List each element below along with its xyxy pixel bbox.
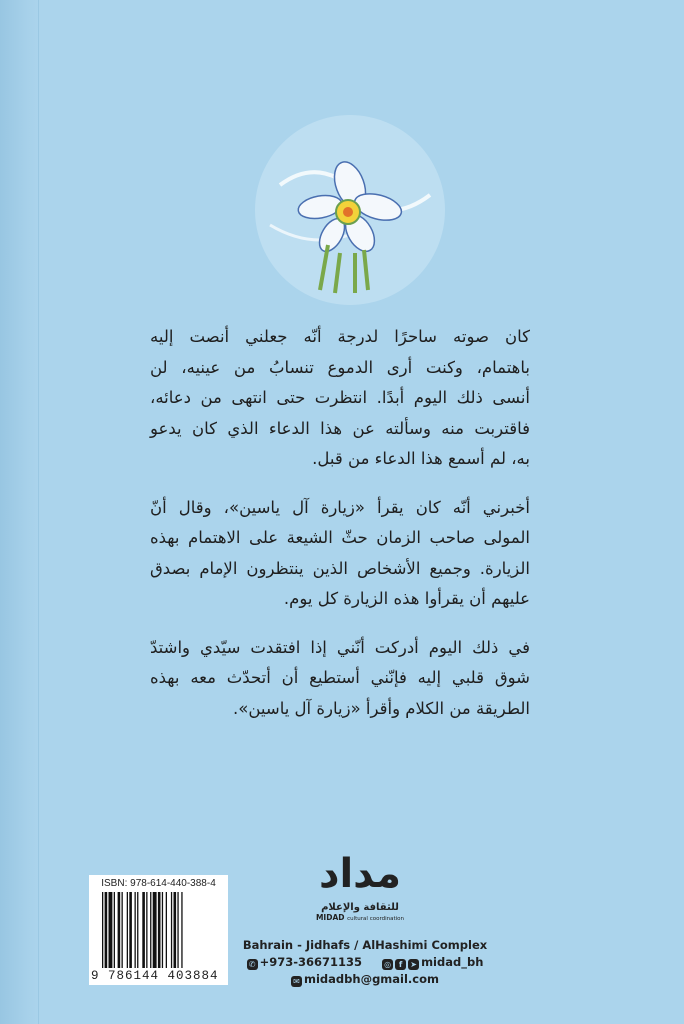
instagram-icon: ◎	[382, 959, 393, 970]
text-line: فاقتربت منه وسألته عن هذا الدعاء الذي كان يدعو	[150, 418, 530, 438]
email: midadbh@gmail.com	[304, 972, 439, 986]
social-handle: midad_bh	[421, 955, 484, 969]
paragraph-2	[150, 493, 530, 615]
text-line: أخبرني أنّه كان يقرأ «زيارة آل ياسين»، وقال أنّ	[150, 497, 530, 517]
publisher-name: MIDAD	[315, 913, 345, 922]
barcode-bar	[146, 892, 147, 968]
barcode-bars	[102, 892, 222, 968]
publisher-arabic-tagline: للثقافة والإعلام	[321, 902, 399, 913]
publisher-logo	[300, 848, 420, 943]
barcode-bar	[153, 892, 157, 968]
barcode-bar	[137, 892, 138, 968]
paragraph-3	[150, 633, 530, 725]
telegram-icon: ➤	[408, 959, 419, 970]
phone-social-row	[240, 954, 490, 971]
barcode-bar	[127, 892, 128, 968]
text-line: الزيارة. وجميع الأشخاص الذين ينتظرون الإمام بصدق	[150, 558, 530, 578]
isbn-label: ISBN: 978-614-440-388-4	[101, 878, 216, 889]
midad-logo-mark: مداد	[318, 851, 402, 897]
barcode-digits: 9 786144 403884	[91, 969, 219, 983]
address: Bahrain - Jidhafs / AlHashimi Complex	[242, 938, 488, 952]
barcode-bar	[166, 892, 167, 968]
isbn-barcode	[89, 875, 228, 985]
spine-fold-line	[38, 0, 39, 1024]
text-line: أنسى ذلك اليوم أبدًا. انتظرت حتى انتهى من دعائه،	[150, 388, 530, 407]
barcode-bar	[122, 892, 123, 968]
barcode-bar	[105, 892, 108, 968]
barcode-bar	[135, 892, 136, 968]
barcode-bar	[102, 892, 103, 968]
barcode-bar	[177, 892, 178, 968]
text-line: في ذلك اليوم أدركت أنّني إذا افتقدت سيّدي واشتدّ	[150, 637, 530, 657]
text-line: شوق قلبي إليه فإنّني أستطيع أن أتحدّث معه بهذه	[150, 668, 530, 687]
mail-icon: ✉	[291, 976, 302, 987]
email-row	[240, 971, 490, 988]
text-line: عليهم أن يقرأوا هذه الزيارة كل يوم.	[283, 589, 530, 608]
whatsapp-icon: ✆	[247, 959, 258, 970]
barcode-bar	[129, 892, 132, 968]
barcode-bar	[171, 892, 172, 968]
publisher-contact	[240, 937, 490, 988]
text-line: به، لم أسمع هذا الدعاء من قبل.	[312, 449, 530, 468]
barcode-bar	[150, 892, 151, 968]
barcode-bar	[109, 892, 113, 968]
barcode-bar	[158, 892, 161, 968]
barcode-bar	[118, 892, 121, 968]
flower-emblem	[240, 115, 460, 305]
barcode-bar	[142, 892, 145, 968]
barcode-bar	[162, 892, 163, 968]
barcode-bar	[114, 892, 115, 968]
facebook-icon: f	[395, 959, 406, 970]
publisher-english-tagline: cultural coordination	[347, 916, 405, 922]
barcode-bar	[181, 892, 182, 968]
text-line: كان صوته ساحرًا لدرجة أنّه جعلني أنصت إليه	[150, 327, 530, 346]
text-line: الطريقة من الكلام وأقرأ «زيارة آل ياسين».	[232, 698, 530, 718]
text-line: المولى صاحب الزمان حثّ الشيعة على الاهتمام بهذه	[150, 528, 530, 547]
barcode-bar	[174, 892, 177, 968]
publisher-english-name	[300, 913, 420, 922]
phone: +973-36671135	[259, 955, 363, 969]
back-cover-blurb	[150, 322, 530, 742]
book-spine-edge	[0, 0, 40, 1024]
text-line: باهتمام، وكنت أرى الدموع تنسابُ من عينيه، لن	[150, 357, 530, 377]
paragraph-1	[150, 322, 530, 475]
